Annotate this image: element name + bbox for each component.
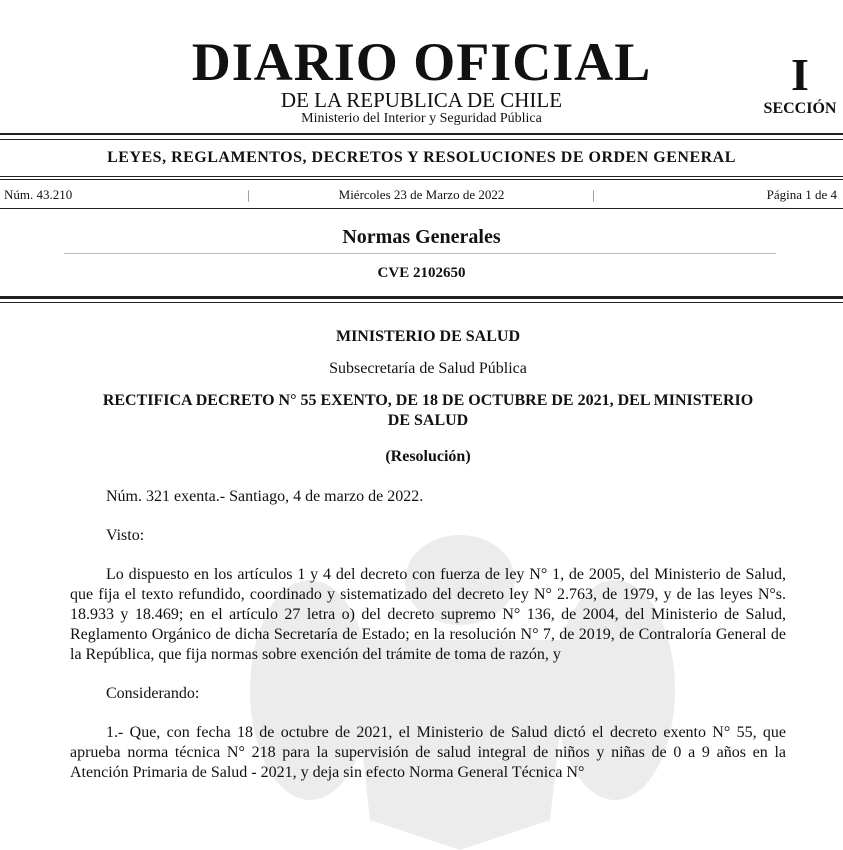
paragraph: Lo dispuesto en los artículos 1 y 4 del decreto con fuerza de ley N° 1, de 2005, del Ministerio de Salud, que fija el texto refundido, coordinado y sistematizado del decreto ley N° 2.763, de 1979, y de las leyes N°s. 18.933 y 18.469; en el artículo 27 letra o) del decreto supremo N° 136, de 2004, del Ministerio de Salud, Reglamento Orgánico de dicha Secretaría de Estado; en la resolución N° 7, de 2019, de Contraloría General de la República, que fija normas sobre exención del trámite de toma de razón, y — [70, 566, 786, 663]
category-band-title: LEYES, REGLAMENTOS, DECRETOS Y RESOLUCIONES DE ORDEN GENERAL — [107, 149, 736, 166]
newspaper-title: DIARIO OFICIAL — [191, 32, 652, 92]
page-indicator: Página 1 de 4 — [766, 187, 837, 202]
paragraph: 1.- Que, con fecha 18 de octubre de 2021, el Ministerio de Salud dictó el decreto exento N° 55, que aprueba norma técnica N° 218 para la supervisión de salud integral de niños y niñas de 0 a 9 años en la Atención Primaria de Salud - 2021, y deja sin efecto Norma General Técnica N° — [70, 724, 786, 781]
document-subsecretaria: Subsecretaría de Salud Pública — [329, 360, 527, 377]
section-divider — [64, 253, 776, 254]
section-title: Normas Generales — [342, 226, 501, 248]
info-rule — [0, 208, 843, 209]
header-rule-thin — [0, 302, 843, 303]
paragraph: Núm. 321 exenta.- Santiago, 4 de marzo de 2022. — [106, 488, 424, 505]
paragraph: Visto: — [106, 527, 145, 544]
newspaper-subtitle: DE LA REPUBLICA DE CHILE — [280, 88, 563, 112]
paragraph: Considerando: — [106, 685, 200, 702]
document-body — [70, 327, 786, 783]
document-heading: RECTIFICA DECRETO N° 55 EXENTO, DE 18 DE OCTUBRE DE 2021, DEL MINISTERIO DE SALUD — [102, 392, 754, 429]
info-separator: | — [592, 187, 595, 202]
section-number: I — [791, 49, 809, 100]
issue-info-bar — [0, 186, 843, 204]
section-label: SECCIÓN — [763, 100, 837, 117]
document-type: (Resolución) — [385, 448, 471, 465]
band-rule-bottom — [0, 179, 843, 180]
publisher-ministry: Ministerio del Interior y Seguridad Pública — [301, 111, 542, 126]
masthead-rule-thin — [0, 139, 843, 140]
header-rule-thick — [0, 296, 843, 299]
document-ministry: MINISTERIO DE SALUD — [335, 328, 521, 345]
issue-date: Miércoles 23 de Marzo de 2022 — [338, 187, 505, 202]
masthead — [0, 0, 843, 132]
band-rule-top — [0, 176, 843, 177]
issue-number: Núm. 43.210 — [4, 187, 73, 202]
masthead-rule-thick — [0, 133, 843, 135]
info-separator: | — [247, 187, 250, 202]
cve-code: CVE 2102650 — [377, 265, 466, 281]
